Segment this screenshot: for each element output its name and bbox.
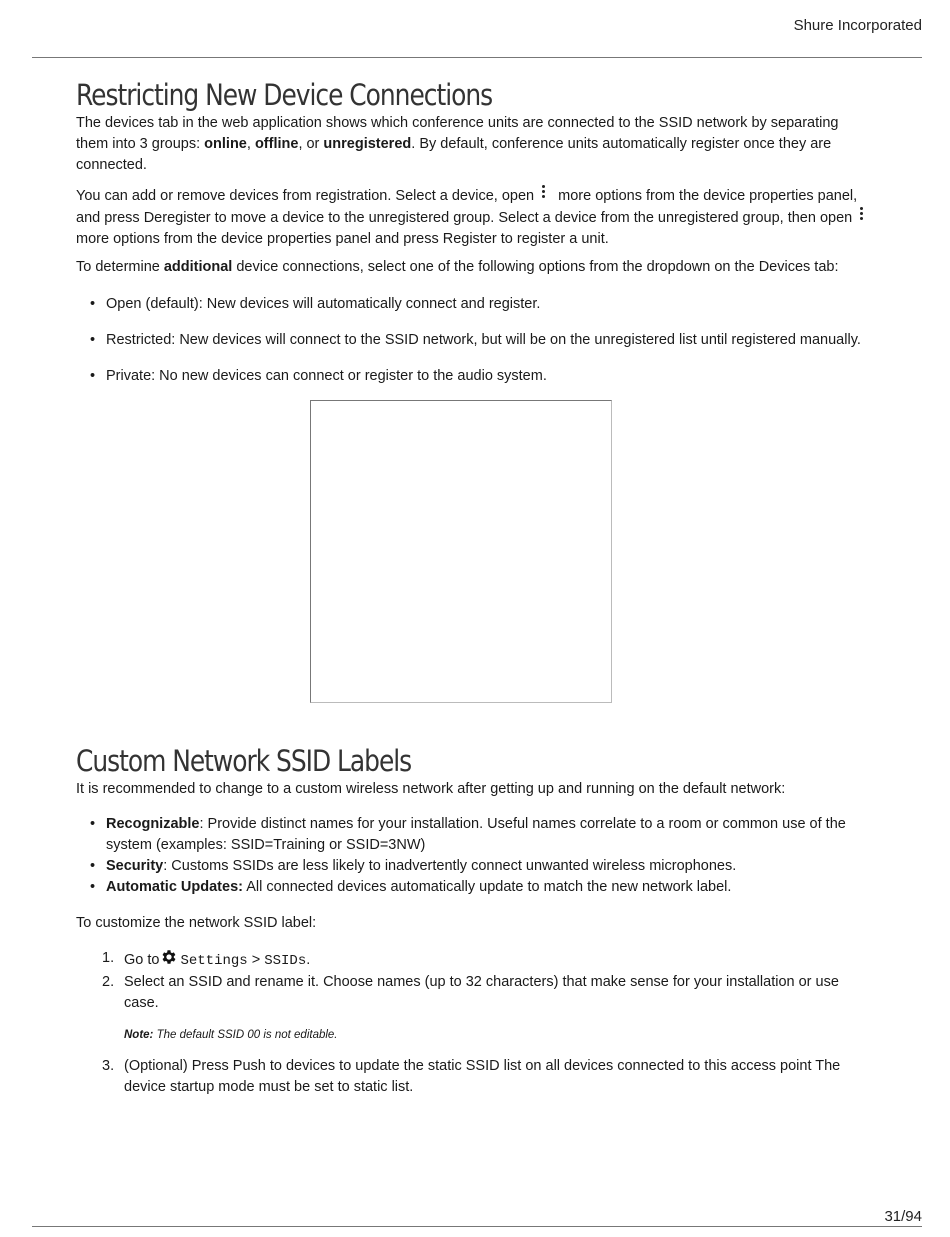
- steps-list-continued: [76, 1056, 874, 1098]
- step-item: 2. Select an SSID and rename it. Choose names (up to 32 characters) that make sense for your installation or use case.: [102, 974, 839, 1011]
- list-item: • Security: Customs SSIDs are less likely to inadvertently connect unwanted wireless microphones.: [76, 856, 874, 877]
- registration-paragraph: You can add or remove devices from registration. Select a device, open more options from the device properties panel, and press Deregister to move a device to the unregistered group. Select a device from the unregistered group, then open more options from the device properties panel and press Register to register a unit.: [76, 185, 874, 250]
- gear-icon: [160, 948, 178, 966]
- header-company-name: Shure Incorporated: [793, 17, 922, 34]
- group-online: online: [204, 136, 247, 152]
- section-custom-ssid: [76, 744, 874, 1098]
- ssid-intro-paragraph: It is recommended to change to a custom wireless network after getting up and running on the default network:: [76, 781, 786, 797]
- step-item: 1. Go to Settings > SSIDs.: [102, 950, 311, 969]
- list-item: • Automatic Updates: All connected devices automatically update to match the new network label.: [76, 877, 874, 898]
- benefits-list: [76, 814, 874, 898]
- steps-list: [76, 948, 874, 1014]
- section-restricting-connections: [76, 78, 874, 402]
- list-item: • Open (default): New devices will automatically connect and register.: [76, 294, 874, 315]
- devices-tab-paragraph: The devices tab in the web application shows which conference units are connected to the SSID network by separating them into 3 groups: online, offline, or unregistered. By default, conference units automatically register once they are connected.: [76, 115, 839, 173]
- image-placeholder: [310, 400, 612, 703]
- section-title: Custom Network SSID Labels: [76, 744, 412, 778]
- customize-intro: To customize the network SSID label:: [76, 915, 317, 931]
- connection-options-list: [76, 294, 874, 387]
- section-title: Restricting New Device Connections: [76, 78, 493, 112]
- page-number: 31/94: [884, 1208, 922, 1225]
- group-offline: offline: [254, 136, 299, 152]
- list-item: • Private: No new devices can connect or register to the audio system.: [76, 366, 874, 387]
- dropdown-intro-paragraph: To determine additional device connections, select one of the following options from the dropdown on the Devices tab:: [76, 259, 839, 275]
- more-options-icon: [540, 185, 548, 199]
- step-item: 3. (Optional) Press Push to devices to update the static SSID list on all devices connected to this access point The device startup mode must be set to static list.: [102, 1058, 841, 1095]
- footer-rule: [32, 1226, 922, 1227]
- more-options-icon: [858, 207, 866, 221]
- note: Note: The default SSID 00 is not editable.: [124, 1029, 338, 1041]
- list-item: • Recognizable: Provide distinct names for your installation. Useful names correlate to a room or common use of the system (examples: SSID=Training or SSID=3NW): [76, 814, 874, 856]
- header-rule: [32, 57, 922, 58]
- group-unregistered: unregistered: [323, 136, 412, 152]
- list-item: • Restricted: New devices will connect to the SSID network, but will be on the unregistered list until registered manually.: [76, 330, 874, 351]
